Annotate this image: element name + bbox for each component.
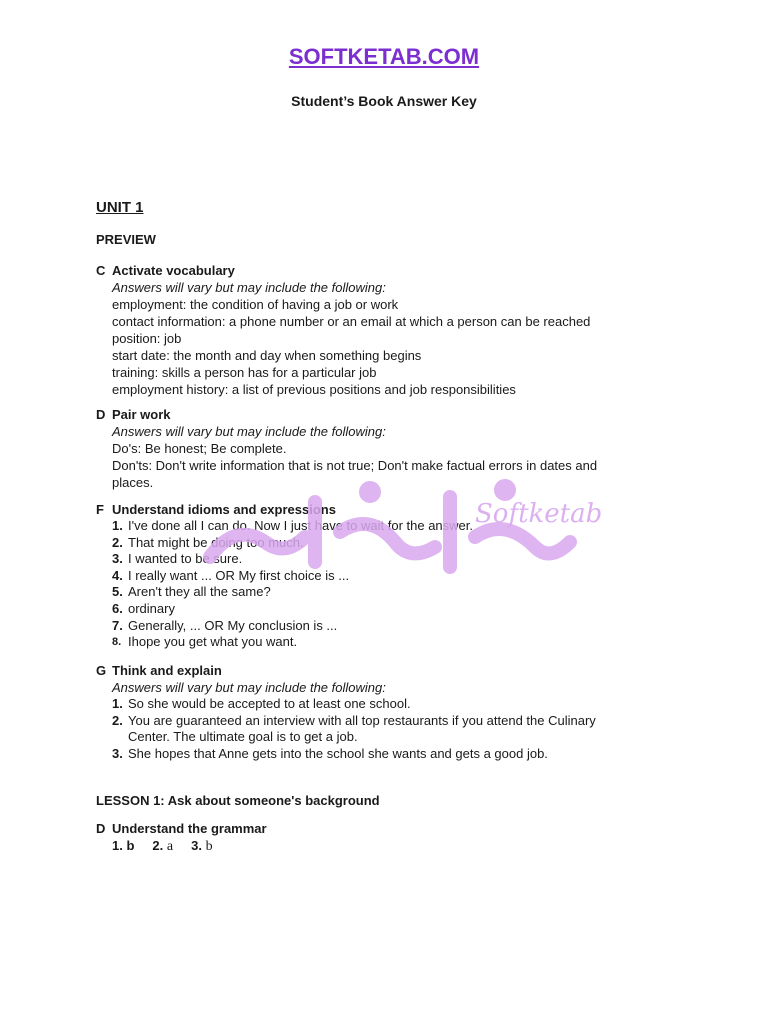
section-intro: Answers will vary but may include the following: — [112, 280, 386, 295]
section-d — [96, 406, 636, 491]
section-letter: D — [96, 407, 106, 422]
item-text: I really want ... OR My first choice is ... — [128, 567, 350, 583]
item-text: Aren't they all the same? — [128, 584, 271, 600]
lesson-title: LESSON 1: Ask about someone's background — [96, 793, 380, 808]
list-item — [112, 634, 656, 651]
list-item — [112, 518, 656, 535]
answer-number: 3. — [191, 838, 202, 853]
list-item — [112, 568, 656, 585]
item-text: Ihope you get what you want. — [128, 634, 298, 650]
item-number: 5. — [112, 584, 123, 600]
list-item — [112, 713, 641, 746]
answer-line: training: skills a person has for a particular job — [112, 365, 377, 380]
section-intro: Answers will vary but may include the following: — [112, 424, 386, 439]
section-c — [96, 262, 656, 398]
item-text: Generally, ... OR My conclusion is ... — [128, 617, 338, 633]
section-letter: D — [96, 821, 106, 836]
item-text: ordinary — [128, 600, 175, 616]
answer-pair — [152, 837, 173, 855]
item-text: You are guaranteed an interview with all top restaurants if you attend the Culinary Center. The ultimate goal is to get a job. — [128, 712, 596, 745]
item-number: 3. — [112, 745, 123, 761]
document-title: Student’s Book Answer Key — [291, 93, 477, 109]
section-g-heading — [96, 662, 641, 679]
item-number: 2. — [112, 534, 123, 550]
section-f — [96, 501, 656, 651]
answer-number: 1. — [112, 838, 123, 853]
answer-line: employment history: a list of previous positions and job responsibilities — [112, 382, 516, 397]
section-d-heading — [96, 406, 636, 423]
answer-pair — [191, 837, 212, 855]
section-letter: F — [96, 502, 104, 517]
inline-answers — [96, 837, 656, 855]
answer-number: 2. — [152, 838, 164, 853]
item-number: 4. — [112, 567, 123, 583]
item-number: 3. — [112, 551, 123, 567]
answer-value: a — [166, 839, 174, 854]
answer-line: Don'ts: Don't write information that is not true; Don't make factual errors in dates and places. — [112, 458, 598, 490]
item-number: 1. — [112, 696, 123, 711]
lesson-section-d — [96, 820, 656, 855]
answer-line: employment: the condition of having a job or work — [112, 297, 399, 312]
item-number: 8. — [112, 636, 122, 649]
section-letter: C — [96, 263, 106, 278]
answer-value: b — [205, 839, 213, 854]
answer-pair — [112, 837, 134, 855]
list-item — [112, 535, 656, 552]
answer-value: b — [126, 838, 135, 853]
answer-line: Do's: Be honest; Be complete. — [112, 441, 287, 456]
list-item — [112, 696, 641, 713]
preview-heading: PREVIEW — [96, 232, 156, 247]
answer-line: position: job — [112, 331, 182, 346]
section-title: Pair work — [112, 407, 171, 422]
answer-line: start date: the month and day when something begins — [112, 348, 422, 363]
list-item — [112, 584, 656, 601]
section-title: Understand idioms and expressions — [112, 502, 336, 517]
section-title: Understand the grammar — [112, 821, 267, 836]
item-number: 1. — [112, 518, 123, 533]
item-text: I've done all I can do. Now I just have to wait for the answer. — [128, 518, 474, 533]
section-title: Activate vocabulary — [112, 263, 235, 278]
section-g — [96, 662, 641, 762]
item-text: I wanted to be sure. — [128, 551, 243, 567]
unit-title: UNIT 1 — [96, 199, 144, 216]
section-c-heading — [96, 262, 656, 279]
item-text: So she would be accepted to at least one school. — [128, 696, 411, 711]
lesson-section-heading — [96, 820, 656, 837]
list-item — [112, 618, 656, 635]
site-title-link[interactable]: SOFTKETAB.COM — [288, 44, 480, 69]
item-number: 2. — [112, 712, 123, 728]
item-number: 6. — [112, 600, 123, 616]
section-intro: Answers will vary but may include the following: — [112, 680, 386, 695]
list-item — [112, 551, 656, 568]
item-number: 7. — [112, 617, 123, 633]
watermark-text: Softketab — [475, 499, 603, 529]
section-letter: G — [96, 663, 107, 678]
section-title: Think and explain — [112, 663, 222, 678]
list-item — [112, 746, 641, 763]
section-f-heading — [96, 501, 656, 518]
item-text: She hopes that Anne gets into the school she wants and gets a good job. — [128, 745, 548, 761]
answer-line: contact information: a phone number or an email at which a person can be reached — [112, 314, 591, 329]
list-item — [112, 601, 656, 618]
item-text: That might be doing too much. — [128, 534, 304, 550]
